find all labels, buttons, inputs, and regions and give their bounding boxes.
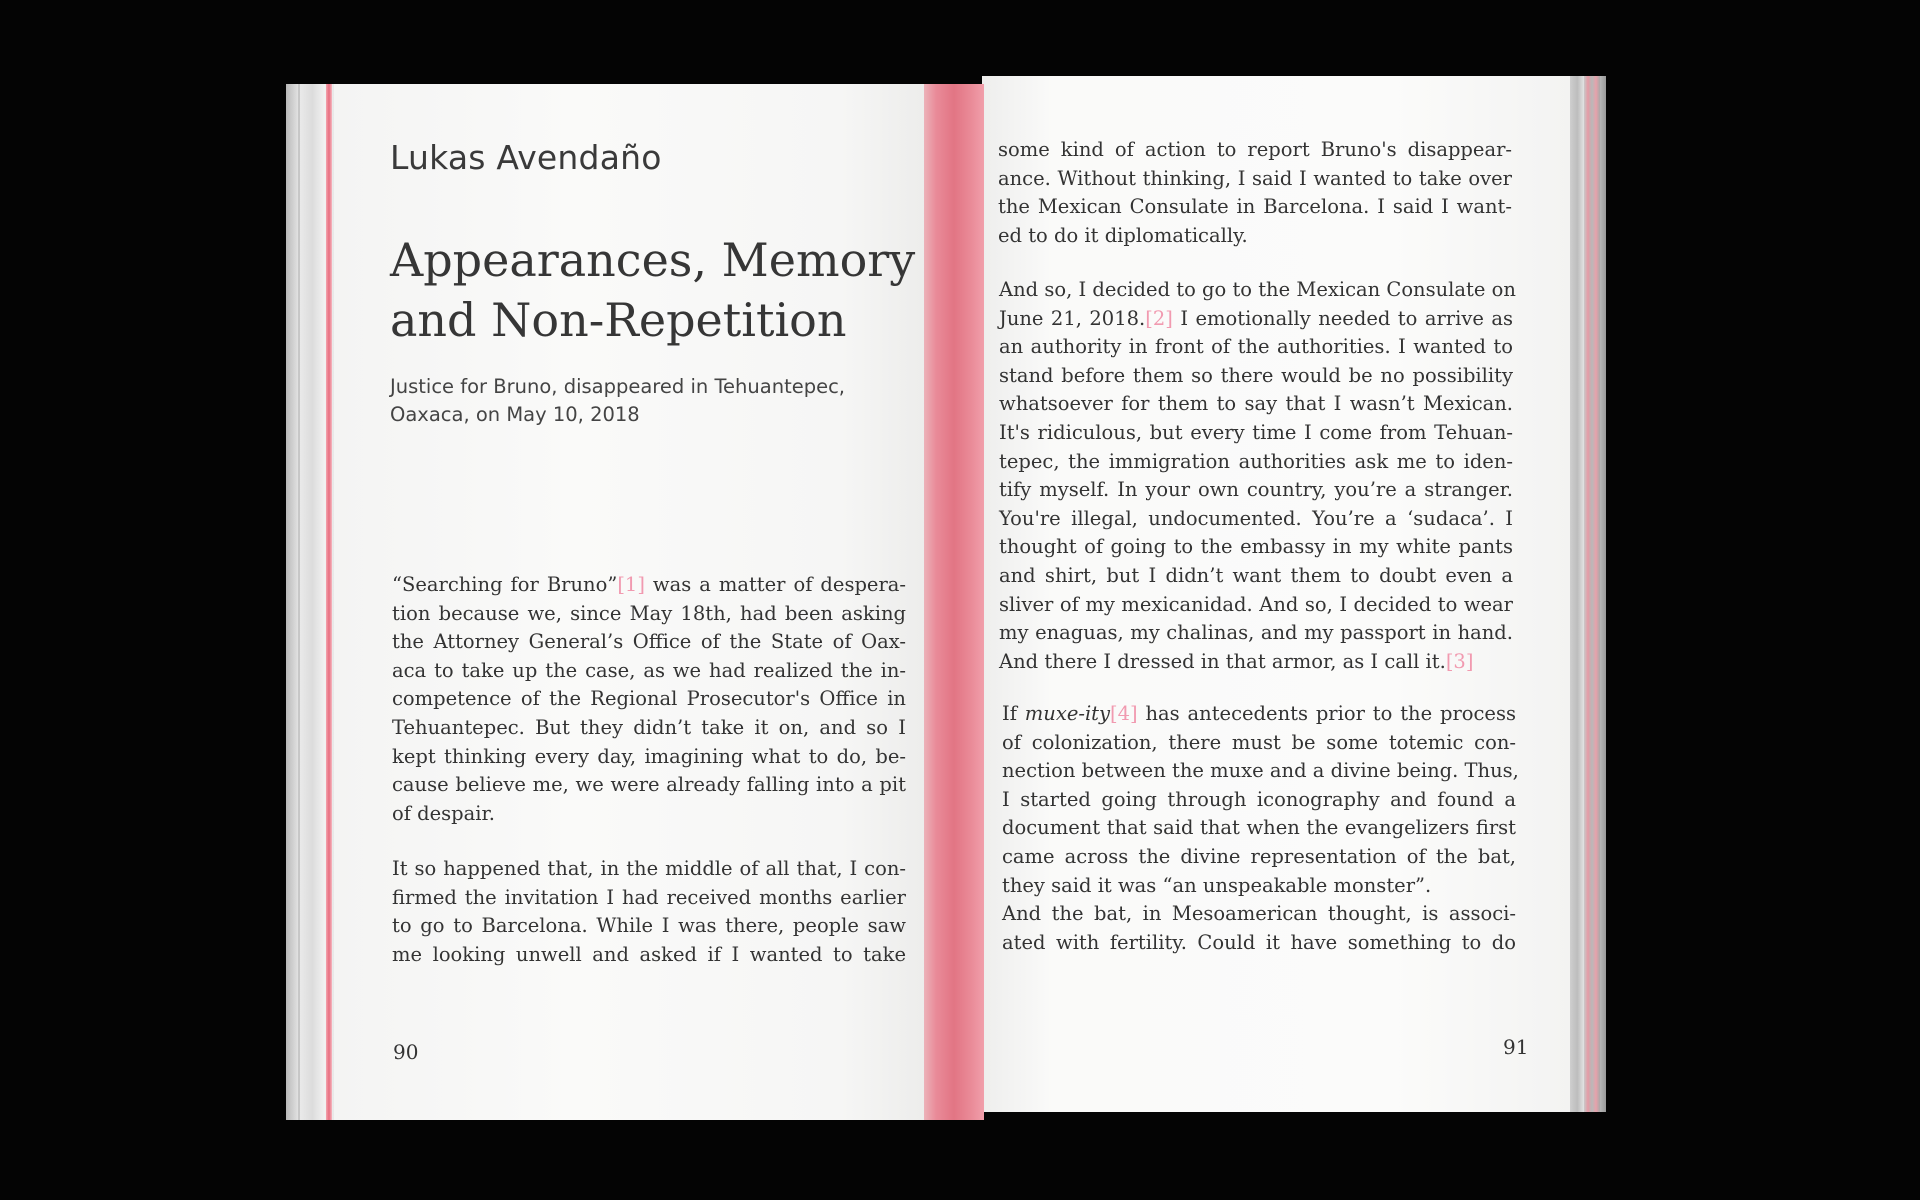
text-segment: “Searching for Bruno” [392, 573, 618, 596]
pink-gutter [924, 84, 984, 1120]
text-line: ed to do it diplomatically. [998, 223, 1248, 247]
text-line: And the bat, in Mesoamerican thought, is associ- [1002, 902, 1516, 926]
right-paragraph-3 [1002, 700, 1519, 957]
text-line [392, 571, 906, 600]
text-segment: I emotionally needed to arrive as [1172, 306, 1513, 330]
text-line: some kind of action to report Bruno's disappear- [998, 138, 1512, 161]
subtitle-line: Justice for Bruno, disappeared in Tehuantepec, [390, 375, 846, 398]
text-line: I started going through iconography and found a [1002, 787, 1516, 811]
text-line: Tehuantepec. But they didn’t take it on, and so I [392, 715, 906, 739]
text-line: aca to take up the case, as we had realized the in- [392, 658, 906, 682]
italic-term: muxe-ity [1024, 702, 1111, 725]
text-segment: If [1002, 702, 1025, 725]
text-segment: June 21, 2018. [999, 306, 1146, 330]
text-line: they said it was “an unspeakable monster”. [1002, 873, 1432, 897]
text-line: came across the divine representation of the bat, [1002, 844, 1516, 868]
page-number-right: 91 [1503, 1035, 1529, 1059]
text-line: ance. Without thinking, I said I wanted to take over [998, 166, 1512, 190]
text-line: whatsoever for them to say that I wasn’t Mexican. [999, 392, 1513, 416]
pink-edge-line [326, 84, 332, 1120]
footnote-ref-4[interactable]: [4] [1110, 702, 1138, 725]
text-line: You're illegal, undocumented. You’re a ‘sudaca’. I [999, 506, 1513, 530]
text-line: the Mexican Consulate in Barcelona. I said I want- [998, 195, 1512, 219]
page-number-left: 90 [393, 1040, 419, 1064]
text-line: stand before them so there would be no possibility [999, 363, 1513, 387]
text-line: tepec, the immigration authorities ask me to iden- [999, 449, 1513, 473]
text-line: and shirt, but I didn’t want them to doubt even a [999, 563, 1513, 587]
text-line: It so happened that, in the middle of all that, I con- [392, 857, 906, 880]
left-paragraph-2 [392, 855, 906, 969]
text-line: my enaguas, my chalinas, and my passport in hand. [999, 621, 1513, 645]
text-line: ated with fertility. Could it have something to do [1002, 930, 1516, 954]
text-line: thought of going to the embassy in my white pants [999, 535, 1513, 559]
text-line: firmed the invitation I had received months earlier [392, 885, 906, 909]
text-line: document that said that when the evangelizers first [1002, 816, 1516, 840]
text-segment: And there I dressed in that armor, as I call it. [999, 649, 1446, 673]
page-edge-stripe [298, 84, 300, 1120]
text-line: It's ridiculous, but every time I come from Tehuan- [999, 420, 1513, 444]
text-line: an authority in front of the authorities. I wanted to [999, 335, 1513, 359]
text-segment: has antecedents prior to the process [1137, 702, 1516, 725]
text-line: sliver of my mexicanidad. And so, I decided to wear [999, 592, 1513, 616]
text-line [999, 305, 1513, 334]
text-line: tify myself. In your own country, you’re a stranger. [999, 478, 1513, 502]
author-name: Lukas Avendaño [390, 138, 662, 177]
text-line: of despair. [392, 801, 495, 825]
chapter-subtitle [390, 373, 910, 429]
text-line: the Attorney General’s Office of the State of Oax- [392, 630, 906, 654]
right-paragraph-2 [999, 276, 1516, 676]
text-line: to go to Barcelona. While I was there, people saw [392, 914, 906, 938]
chapter-title-line: Appearances, Memory [390, 233, 916, 287]
right-paragraph-1 [998, 136, 1512, 250]
text-line [1002, 700, 1516, 729]
text-line [999, 648, 1513, 677]
text-line: And so, I decided to go to the Mexican Consulate on [999, 278, 1516, 301]
text-line: tion because we, since May 18th, had been asking [392, 601, 906, 625]
footnote-ref-1[interactable]: [1] [617, 573, 645, 596]
text-line: nection between the muxe and a divine being. Thus, [1002, 759, 1519, 783]
text-segment: was a matter of despera- [644, 573, 907, 596]
chapter-title-line: and Non-Repetition [390, 293, 847, 347]
text-line: cause believe me, we were already falling into a pit [392, 773, 906, 797]
subtitle-line: Oaxaca, on May 10, 2018 [390, 403, 640, 426]
footnote-ref-2[interactable]: [2] [1145, 306, 1173, 330]
left-page-block-edge [286, 84, 334, 1120]
pink-edge-line [1584, 76, 1600, 1112]
chapter-title [390, 230, 930, 350]
left-paragraph-1 [392, 571, 906, 828]
text-line: me looking unwell and asked if I wanted to take [392, 942, 906, 966]
text-line: of colonization, there must be some totemic con- [1002, 730, 1516, 754]
footnote-ref-3[interactable]: [3] [1445, 649, 1474, 673]
text-line: kept thinking every day, imagining what to do, be- [392, 744, 906, 768]
text-line: competence of the Regional Prosecutor's Office in [392, 687, 906, 711]
